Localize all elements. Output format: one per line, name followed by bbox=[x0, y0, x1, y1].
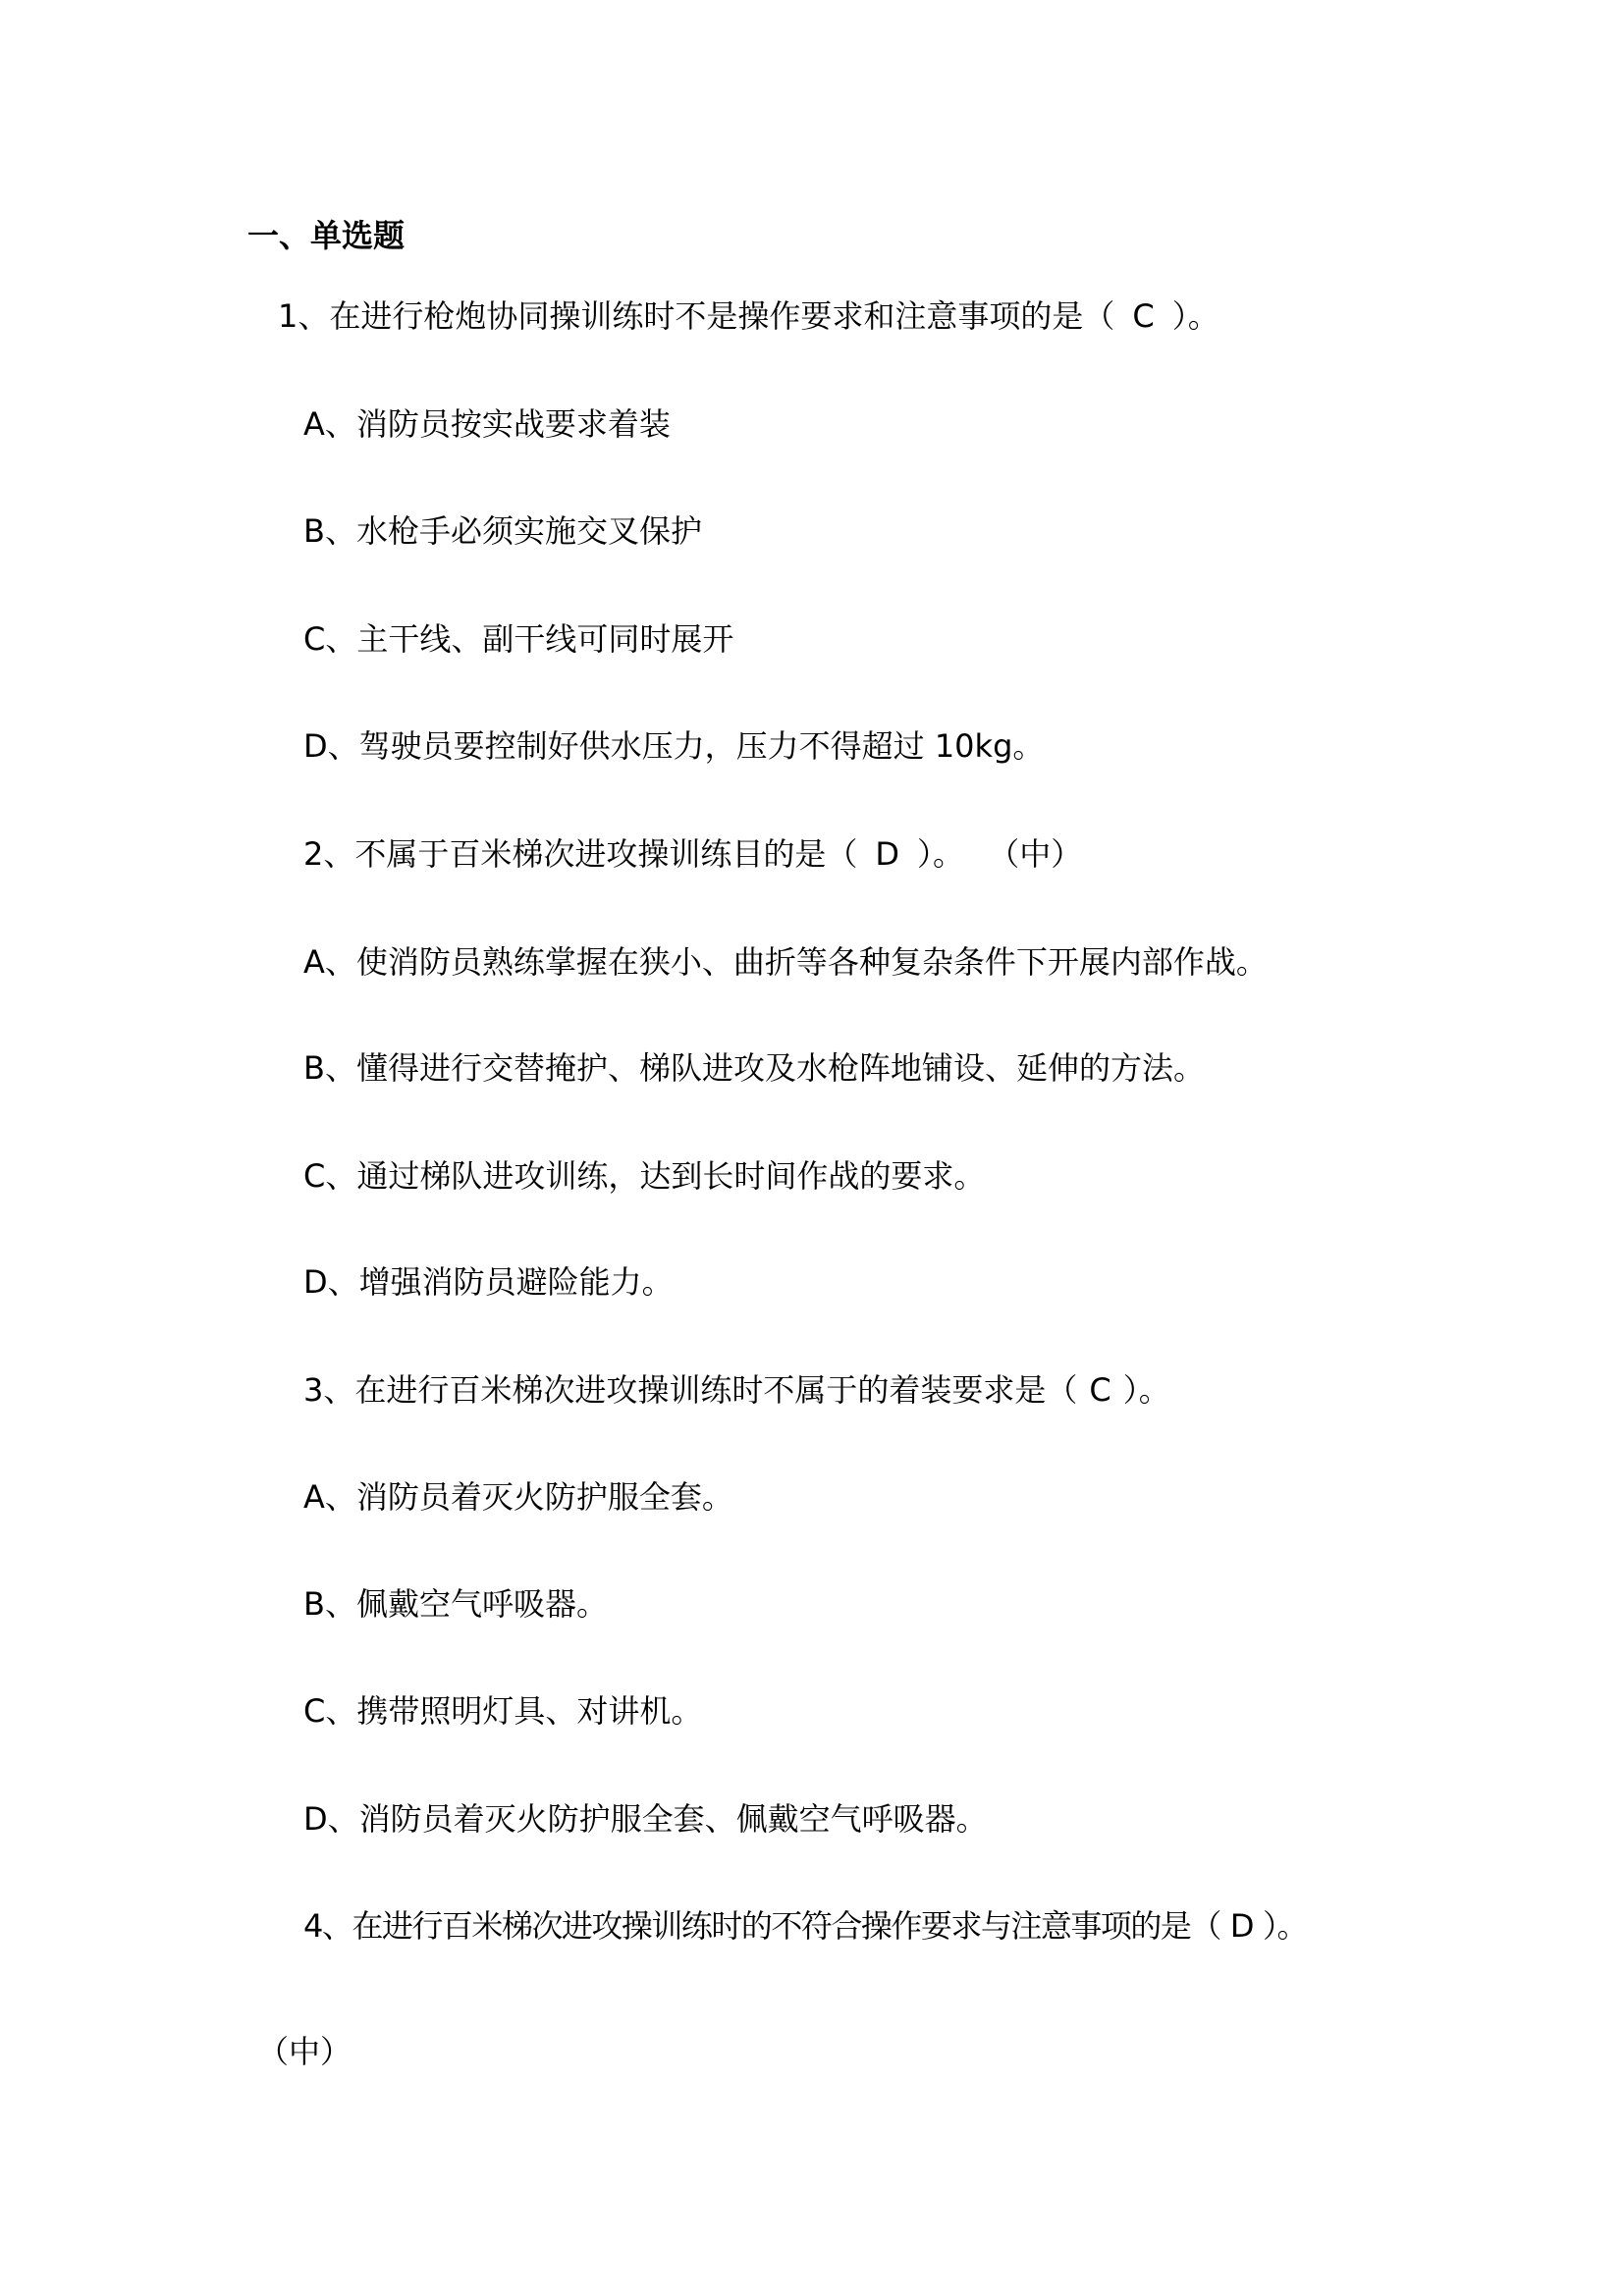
option-a: A、使消防员熟练掌握在狭小、曲折等各种复杂条件下开展内部作战。 bbox=[303, 943, 1268, 981]
answer-letter: D bbox=[875, 835, 900, 873]
question-stem-text: 4、在进行百米梯次进攻操训练时的不符合操作要求与注意事项的是（ bbox=[303, 1907, 1220, 1945]
option-b: B、懂得进行交替掩护、梯队进攻及水枪阵地铺设、延伸的方法。 bbox=[303, 1049, 1205, 1087]
question-2-stem bbox=[303, 834, 1082, 874]
option-b: B、佩戴空气呼吸器。 bbox=[303, 1585, 608, 1623]
difficulty-label: （中） bbox=[257, 2033, 352, 2070]
question-stem-suffix: ）。 bbox=[1171, 297, 1219, 335]
option-c: C、主干线、副干线可同时展开 bbox=[303, 620, 734, 658]
answer-letter: C bbox=[1132, 297, 1155, 335]
answer-letter: D bbox=[1229, 1907, 1254, 1945]
option-c: C、携带照明灯具、对讲机。 bbox=[303, 1692, 703, 1730]
option-c: C、通过梯队进攻训练，达到长时间作战的要求。 bbox=[303, 1157, 986, 1195]
question-stem-suffix: ）。 bbox=[1263, 1907, 1308, 1945]
difficulty-label: （中） bbox=[988, 835, 1083, 873]
question-4-stem bbox=[303, 1906, 1307, 1946]
question-stem-text: 1、在进行枪炮协同操训练时不是操作要求和注意事项的是（ bbox=[278, 297, 1115, 335]
question-stem-text: 3、在进行百米梯次进攻操训练时不属于的着装要求是（ bbox=[303, 1371, 1078, 1409]
answer-letter: C bbox=[1089, 1371, 1111, 1409]
question-stem-suffix: ）。 bbox=[917, 835, 965, 873]
question-1-stem bbox=[278, 296, 1219, 336]
question-3-stem bbox=[303, 1370, 1170, 1410]
option-a: A、消防员按实战要求着装 bbox=[303, 405, 671, 443]
option-d: D、增强消防员避险能力。 bbox=[303, 1263, 674, 1301]
option-d: D、消防员着灭火防护服全套、佩戴空气呼吸器。 bbox=[303, 1800, 988, 1838]
option-b: B、水枪手必须实施交叉保护 bbox=[303, 512, 702, 550]
option-d: D、驾驶员要控制好供水压力，压力不得超过 10kg。 bbox=[303, 727, 1045, 765]
question-stem-text: 2、不属于百米梯次进攻操训练目的是（ bbox=[303, 835, 858, 873]
option-a: A、消防员着灭火防护服全套。 bbox=[303, 1478, 733, 1516]
section-heading: 一、单选题 bbox=[247, 217, 406, 254]
question-stem-suffix: ）。 bbox=[1122, 1371, 1170, 1409]
